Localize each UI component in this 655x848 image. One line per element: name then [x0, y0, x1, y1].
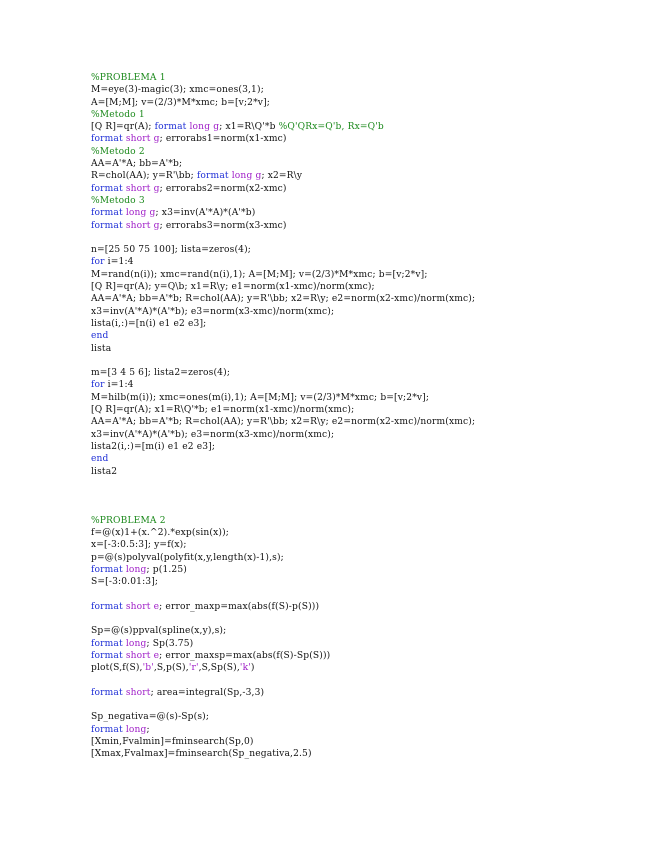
code-line [91, 133, 475, 145]
code-keyword: format [91, 183, 123, 194]
code-line [91, 453, 475, 465]
code-string: short g [125, 183, 160, 194]
code-text: ; error_maxp=max(abs(f(S)-p(S))) [159, 601, 320, 612]
code-string: 'k' [239, 663, 251, 674]
code-text: M=eye(3)-magic(3); xmc=ones(3,1); [91, 85, 264, 96]
code-line [91, 662, 475, 674]
code-keyword: end [91, 331, 109, 342]
code-comment: %PROBLEMA 2 [91, 515, 166, 526]
code-line [91, 650, 475, 662]
code-line [91, 613, 475, 625]
code-text: ; x2=R\y [261, 171, 303, 182]
code-line [91, 109, 475, 121]
code-line [91, 502, 475, 514]
code-text: x3=inv(A'*A)*(A'*b); e3=norm(x3-xmc)/norm(xmc); [91, 306, 335, 317]
code-text: lista(i,:)=[n(i) e1 e2 e3]; [91, 318, 207, 329]
code-line [91, 183, 475, 195]
code-line [91, 515, 475, 527]
code-line [91, 478, 475, 490]
code-string: short e [125, 601, 160, 612]
code-line [91, 441, 475, 453]
code-string: short g [125, 220, 160, 231]
code-line [91, 355, 475, 367]
code-keyword: format [91, 220, 123, 231]
code-string: short e [125, 650, 160, 661]
code-line [91, 232, 475, 244]
code-keyword: end [91, 454, 109, 465]
code-line [91, 724, 475, 736]
code-line [91, 367, 475, 379]
code-line [91, 601, 475, 613]
code-string: short [125, 687, 151, 698]
code-line [91, 552, 475, 564]
code-line [91, 404, 475, 416]
code-text: M=rand(n(i)); xmc=rand(n(i),1); A=[M;M]; v=(2/3)*M*xmc; b=[v;2*v]; [91, 269, 428, 280]
code-comment: %Q'QRx=Q'b, Rx=Q'b [278, 122, 384, 133]
code-line [91, 293, 475, 305]
code-keyword: format [196, 171, 229, 182]
code-comment: %PROBLEMA 1 [91, 73, 166, 83]
code-text: [Xmax,Fvalmax]=fminsearch(Sp_negativa,2.5) [91, 749, 312, 760]
code-line [91, 306, 475, 318]
code-line [91, 711, 475, 723]
code-keyword: format [91, 650, 123, 661]
code-keyword: format [91, 601, 123, 612]
code-text: Sp_negativa=@(s)-Sp(s); [91, 712, 210, 723]
code-line [91, 466, 475, 478]
code-line [91, 736, 475, 748]
code-text: f=@(x)1+(x.^2).*exp(sin(x)); [91, 527, 230, 538]
code-line [91, 748, 475, 760]
code-text: x3=inv(A'*A)*(A'*b); e3=norm(x3-xmc)/norm(xmc); [91, 429, 335, 440]
code-text: ; x3=inv(A'*A)*(A'*b) [155, 208, 256, 219]
code-line [91, 588, 475, 600]
code-line [91, 121, 475, 133]
code-line [91, 490, 475, 502]
code-line [91, 318, 475, 330]
code-string: long g [189, 122, 220, 133]
code-text: plot(S,f(S), [91, 663, 143, 674]
code-line [91, 330, 475, 342]
code-line [91, 576, 475, 588]
code-text: i=1:4 [104, 380, 134, 391]
code-text: ; [146, 724, 150, 735]
code-text: x=[-3:0.5:3]; y=f(x); [91, 540, 187, 551]
code-text: m=[3 4 5 6]; lista2=zeros(4); [91, 368, 231, 379]
code-line [91, 527, 475, 539]
code-string: long g [125, 208, 156, 219]
code-keyword: format [91, 564, 123, 575]
code-line [91, 97, 475, 109]
code-text: A=[M;M]; v=(2/3)*M*xmc; b=[v;2*v]; [91, 97, 270, 108]
code-keyword: for [91, 257, 105, 268]
code-text: [Q R]=qr(A); x1=R\Q'*b; e1=norm(x1-xmc)/norm(xmc); [91, 405, 355, 416]
code-keyword: format [91, 724, 123, 735]
code-line [91, 269, 475, 281]
code-comment: %Metodo 1 [91, 109, 145, 120]
code-text: R=chol(AA); y=R'\bb; [91, 171, 197, 182]
code-line [91, 170, 475, 182]
code-string: 'b' [142, 663, 154, 674]
code-line [91, 564, 475, 576]
code-line [91, 158, 475, 170]
code-text: [Q R]=qr(A); [91, 122, 155, 133]
code-text: n=[25 50 75 100]; lista=zeros(4); [91, 245, 252, 256]
code-text: [Q R]=qr(A); y=Q\b; x1=R\y; e1=norm(x1-xmc)/norm(xmc); [91, 282, 375, 293]
code-text: i=1:4 [104, 257, 134, 268]
code-text: ,S,p(S), [153, 663, 189, 674]
code-line [91, 343, 475, 355]
code-text: ) [250, 663, 255, 674]
code-line [91, 72, 475, 84]
code-keyword: format [91, 134, 123, 145]
code-text: ; errorabs1=norm(x1-xmc) [159, 134, 287, 145]
code-string: long g [231, 171, 262, 182]
code-keyword: format [91, 208, 123, 219]
code-keyword: for [91, 380, 105, 391]
code-text: ; p(1.25) [146, 564, 187, 575]
code-string: long [125, 564, 147, 575]
code-string: long [125, 638, 147, 649]
code-line [91, 256, 475, 268]
code-line [91, 207, 475, 219]
code-line [91, 416, 475, 428]
code-text: lista2(i,:)=[m(i) e1 e2 e3]; [91, 441, 216, 452]
code-text: ; errorabs2=norm(x2-xmc) [159, 183, 287, 194]
code-keyword: format [91, 638, 123, 649]
code-text: AA=A'*A; bb=A'*b; [91, 159, 183, 170]
code-text: ; Sp(3.75) [146, 638, 194, 649]
code-string: short g [125, 134, 160, 145]
code-string: 'r' [188, 663, 199, 674]
code-line [91, 379, 475, 391]
code-comment: %Metodo 2 [91, 146, 145, 157]
code-text: ; errorabs3=norm(x3-xmc) [159, 220, 287, 231]
code-line [91, 675, 475, 687]
code-comment: %Metodo 3 [91, 195, 145, 206]
code-line [91, 146, 475, 158]
code-text: ; error_maxsp=max(abs(f(S)-Sp(S))) [159, 650, 331, 661]
code-text: AA=A'*A; bb=A'*b; R=chol(AA); y=R'\bb; x2=R\y; e2=norm(x2-xmc)/norm(xmc); [91, 417, 476, 428]
code-text: [Xmin,Fvalmin]=fminsearch(Sp,0) [91, 737, 254, 748]
code-keyword: format [91, 687, 123, 698]
code-text: lista [91, 343, 112, 354]
code-line [91, 281, 475, 293]
code-line [91, 625, 475, 637]
code-text: ; area=integral(Sp,-3,3) [150, 687, 265, 698]
code-line [91, 84, 475, 96]
code-line [91, 429, 475, 441]
code-line [91, 195, 475, 207]
code-line [91, 392, 475, 404]
code-string: long [125, 724, 147, 735]
code-text: lista2 [91, 466, 118, 477]
code-text: Sp=@(s)ppval(spline(x,y),s); [91, 626, 227, 637]
code-text: p=@(s)polyval(polyfit(x,y,length(x)-1),s); [91, 552, 284, 563]
code-keyword: format [154, 122, 187, 133]
matlab-code-block [91, 72, 475, 761]
code-text: ,S,Sp(S), [198, 663, 240, 674]
code-line [91, 539, 475, 551]
code-line [91, 687, 475, 699]
code-line [91, 220, 475, 232]
code-text: AA=A'*A; bb=A'*b; R=chol(AA); y=R'\bb; x2=R\y; e2=norm(x2-xmc)/norm(xmc); [91, 294, 476, 305]
code-line [91, 699, 475, 711]
code-line [91, 638, 475, 650]
code-text: M=hilb(m(i)); xmc=ones(m(i),1); A=[M;M]; v=(2/3)*M*xmc; b=[v;2*v]; [91, 392, 430, 403]
code-text: S=[-3:0.01:3]; [91, 577, 159, 588]
code-line [91, 244, 475, 256]
code-text: ; x1=R\Q'*b [219, 122, 279, 133]
